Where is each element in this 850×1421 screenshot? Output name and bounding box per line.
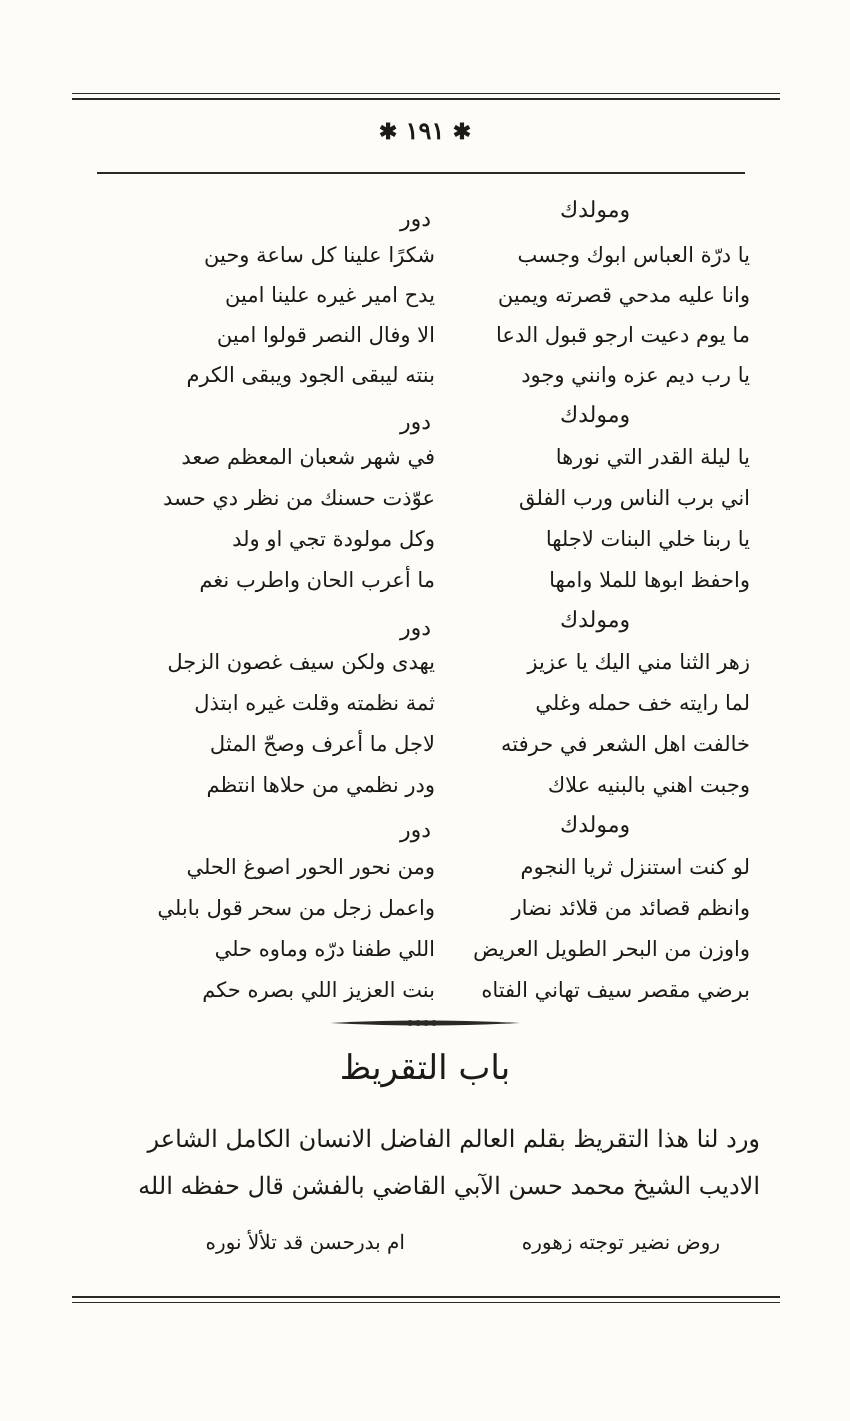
prose-line: الاديب الشيخ محمد حسن الآبي القاضي بالفشن قال حفظه الله [138,1172,760,1200]
verse-line [110,937,750,977]
verse-line [110,486,750,526]
hemistich-right: يا رب ديم عزه وانني وجود [521,363,750,387]
hemistich-left: ومن نحور الحور اصوغ الحلي [186,855,435,879]
hemistich-right: وانظم قصائد من قلائد نضار [511,896,750,920]
bottom-rule [72,1296,780,1298]
hemistich-right: لما رايته خف حمله وغلي [535,691,750,715]
verse-line [110,283,750,323]
ornament-left-icon: ✱ [378,119,398,145]
page-number: ١٩١ [405,116,445,145]
verse-line [110,896,750,936]
hemistich-left: يدح امير غيره علينا امين [225,283,435,307]
dawr-label: دور [400,207,432,232]
prose-line: ورد لنا هذا التقريظ بقلم العالم الفاضل الانسان الكامل الشاعر [147,1125,760,1153]
bottom-rule-thin [72,1302,780,1303]
dawr-label: دور [400,410,432,435]
hemistich-right: ما يوم دعيت ارجو قبول الدعا [495,323,750,347]
verse-line [110,323,750,363]
hemistich-right: زهر الثنا مني اليك يا عزيز [527,650,750,674]
hemistich-right: يا ليلة القدر التي نورها [555,445,750,469]
verse-line [110,773,750,813]
hemistich-right: روض نضير توجته زهوره [521,1230,720,1254]
section-title: باب التقريظ [339,1048,511,1088]
refrain-word: ومولدك [560,608,631,633]
hemistich-right: وانا عليه مدحي قصرته ويمين [497,283,750,307]
ornamental-divider-icon [330,1019,520,1027]
hemistich-right: اني برب الناس ورب الفلق [518,486,750,510]
hemistich-right: واحفظ ابوها للملا وامها [549,568,750,592]
dawr-label: دور [400,616,432,641]
verse-line [110,978,750,1018]
verse-line [110,650,750,690]
hemistich-right: خالفت اهل الشعر في حرفته [501,732,750,756]
hemistich-left: ودر نظمي من حلاها انتظم [206,773,435,797]
hemistich-right: يا درّة العباس ابوك وجسب [517,243,750,267]
verse-line [110,691,750,731]
hemistich-left: وكل مولودة تجي او ولد [232,527,435,551]
verse-line [110,445,750,485]
hemistich-left: بنت العزيز اللي بصره حكم [202,978,435,1002]
hemistich-left: يهدى ولكن سيف غصون الزجل [167,650,435,674]
hemistich-left: ما أعرب الحان واطرب نغم [199,568,435,592]
verse-line [110,243,750,283]
verse-line [110,568,750,608]
hemistich-left: عوّذت حسنك من نظر دي حسد [162,486,435,510]
hemistich-right: واوزن من البحر الطويل العريض [473,937,750,961]
verse-line [110,855,750,895]
refrain-word: ومولدك [560,198,631,223]
verse-line [110,527,750,567]
verse-line [110,363,750,403]
hemistich-left: في شهر شعبان المعظم صعد [181,445,435,469]
hemistich-left: ام بدرحسن قد تلألأ نوره [205,1230,405,1254]
hemistich-right: يا ربنا خلي البنات لاجلها [545,527,750,551]
hemistich-right: لو كنت استنزل ثريا النجوم [520,855,750,879]
dawr-label: دور [400,818,432,843]
hemistich-left: واعمل زجل من سحر قول بابلي [157,896,435,920]
hemistich-left: لاجل ما أعرف وصحّ المثل [209,732,435,756]
hemistich-left: بنته ليبقى الجود ويبقى الكرم [186,363,435,387]
refrain-word: ومولدك [560,813,631,838]
hemistich-left: شكرًا علينا كل ساعة وحين [204,243,435,267]
hemistich-left: اللي طفنا درّه وماوه حلي [214,937,435,961]
hemistich-right: برضي مقصر سيف تهاني الفتاه [481,978,750,1002]
hemistich-left: ثمة نظمته وقلت غيره ابتذل [194,691,435,715]
hemistich-left: الا وفال النصر قولوا امين [216,323,435,347]
hemistich-right: وجبت اهني بالبنيه علاك [547,773,750,797]
verse-line [110,732,750,772]
ornament-right-icon: ✱ [452,119,472,145]
refrain-word: ومولدك [560,403,631,428]
